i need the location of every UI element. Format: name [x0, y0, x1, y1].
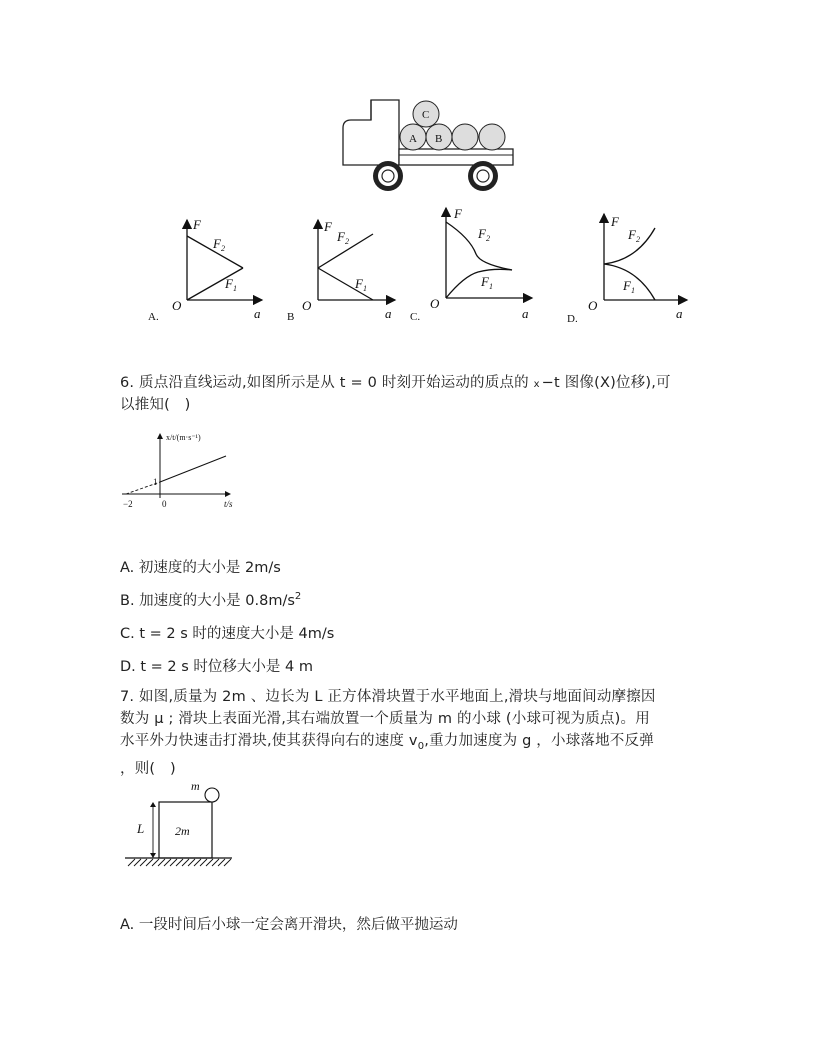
- svg-text:t/s: t/s: [224, 499, 233, 509]
- svg-text:O: O: [430, 296, 440, 311]
- svg-text:F: F: [478, 226, 486, 241]
- svg-text:1: 1: [363, 284, 367, 293]
- option-b-label: B: [287, 311, 295, 323]
- barrel-5: [479, 124, 505, 150]
- svg-text:F: F: [355, 276, 363, 291]
- barrel-label-a: A: [409, 133, 417, 145]
- q7-figure: [120, 778, 240, 870]
- svg-text:0: 0: [162, 499, 167, 509]
- svg-text:2: 2: [345, 237, 349, 246]
- q7-option-a[interactable]: A. 一段时间后小球一定会离开滑块，然后做平抛运动: [120, 917, 458, 933]
- svg-text:a: a: [522, 306, 529, 321]
- truck-figure: [335, 92, 535, 196]
- truck-bed: [399, 149, 513, 165]
- ball: [205, 788, 219, 802]
- svg-text:a: a: [385, 306, 392, 321]
- svg-text:F: F: [324, 219, 332, 234]
- f1-curve: [446, 269, 512, 298]
- graph-a: [140, 208, 280, 326]
- svg-text:F: F: [337, 229, 345, 244]
- q6-line: [160, 456, 226, 482]
- svg-text:2: 2: [486, 234, 490, 243]
- q7-line4: ，则( ): [120, 760, 176, 777]
- q7-line1: 7. 如图,质量为 2m 、边长为 L 正方体滑块置于水平地面上,滑块与地面间动摩擦因: [120, 689, 656, 705]
- q6-line1: 6. 质点沿直线运动,如图所示是从 t = 0 时刻开始运动的质点的 x −t 图像(X)位移),可: [120, 375, 671, 391]
- svg-text:F: F: [213, 236, 221, 251]
- barrel-label-b: B: [435, 133, 443, 145]
- svg-text:2: 2: [636, 235, 640, 244]
- svg-text:O: O: [172, 298, 182, 313]
- q6-stem: [120, 372, 710, 416]
- q6-option-b[interactable]: B. 加速度的大小是 $0.8m/s^2$: [120, 591, 302, 609]
- q7-line3: 水平外力快速击打滑块,使其获得向右的速度 $v_0$,重力加速度为 g ，小球落地不反弹: [120, 733, 654, 752]
- graph-b: [285, 208, 405, 326]
- svg-text:m: m: [191, 779, 200, 793]
- svg-text:2: 2: [221, 244, 225, 253]
- svg-text:1: 1: [489, 282, 493, 291]
- barrel-4: [452, 124, 478, 150]
- svg-text:F: F: [611, 214, 619, 229]
- svg-text:O: O: [588, 298, 598, 313]
- svg-text:L: L: [137, 821, 145, 836]
- svg-text:a: a: [254, 306, 261, 321]
- rear-wheel: [468, 161, 498, 191]
- svg-text:F: F: [481, 274, 489, 289]
- q6-line2: 以推知( ): [120, 397, 191, 413]
- q7-stem: [120, 686, 710, 780]
- svg-text:F: F: [225, 276, 233, 291]
- svg-text:x/t/(m·s⁻¹): x/t/(m·s⁻¹): [166, 433, 201, 442]
- ground-hatch: [128, 859, 231, 866]
- option-c-label: C.: [410, 311, 421, 323]
- q6-option-c[interactable]: C. t = 2 s 时的速度大小是 4m/s: [120, 626, 335, 642]
- svg-text:1: 1: [153, 477, 158, 487]
- svg-text:F: F: [623, 278, 631, 293]
- svg-text:O: O: [302, 298, 312, 313]
- svg-text:2m: 2m: [175, 824, 190, 838]
- svg-text:a: a: [676, 306, 683, 321]
- barrel-label-c: C: [422, 109, 430, 121]
- front-wheel: [373, 161, 403, 191]
- svg-text:F: F: [193, 217, 201, 232]
- q6-graph: [118, 428, 248, 514]
- graph-d: [563, 208, 698, 326]
- svg-text:F: F: [454, 206, 462, 221]
- q6-option-d[interactable]: D. t = 2 s 时位移大小是 4 m: [120, 659, 314, 675]
- svg-text:1: 1: [631, 286, 635, 295]
- graph-c: [408, 200, 543, 326]
- svg-text:1: 1: [233, 284, 237, 293]
- q7-line2: 数为 μ ; 滑块上表面光滑,其右端放置一个质量为 m 的小球 (小球可视为质点)。用: [120, 711, 650, 727]
- option-d-label: D.: [567, 313, 578, 325]
- option-a-label: A.: [148, 311, 159, 323]
- svg-text:F: F: [628, 227, 636, 242]
- q6-option-a[interactable]: A. 初速度的大小是 2m/s: [120, 560, 281, 576]
- svg-text:−2: −2: [123, 499, 133, 509]
